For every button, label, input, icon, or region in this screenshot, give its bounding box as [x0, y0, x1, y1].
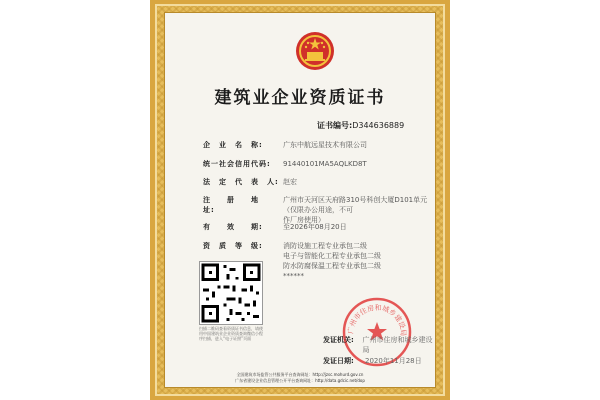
- footer-note: [150, 372, 450, 384]
- issuing-authority: [323, 335, 435, 355]
- seal-text: 广州市住房和城乡建设局: [346, 303, 408, 337]
- qualification-line-2: 电子与智能化工程专业承包二级: [283, 252, 381, 260]
- issue-date-value: 2020年11月28日: [365, 357, 422, 365]
- footer-line-2: 广东省建设企业信息管理公开平台查询网址：http://data.gdcic.net/dop: [235, 378, 365, 383]
- issuer-value: 广州市住房和城乡建设局: [362, 336, 433, 354]
- certificate-number-value: D344636889: [352, 121, 405, 130]
- field-legal-rep: [203, 177, 433, 187]
- field-label: 注 册 地 址:: [203, 196, 275, 214]
- validity-value: 至2026年08月20日: [283, 223, 347, 231]
- footer-line-1: 全国建筑市场监管公共服务平台查询网址：http://jzsc.mohurd.gov.cn: [236, 372, 364, 377]
- field-credit-code: [203, 159, 433, 169]
- field-value: [283, 222, 433, 232]
- company-name-value: 广东中航远星技术有限公司: [283, 141, 367, 149]
- qr-code-icon[interactable]: [199, 261, 263, 325]
- certificate-title: 建筑业企业资质证书: [214, 88, 386, 108]
- qualification-line-4: ******: [283, 272, 304, 280]
- qualification-line-3: 防水防腐保温工程专业承包二级: [283, 262, 381, 270]
- field-company-name: [203, 140, 433, 150]
- certificate: [150, 0, 450, 400]
- field-value: [283, 159, 433, 169]
- field-value: [283, 177, 433, 187]
- national-emblem-icon: [295, 31, 335, 71]
- field-validity: [203, 222, 433, 232]
- field-label: 企 业 名 称:: [203, 141, 263, 149]
- field-value: [283, 241, 433, 281]
- qr-caption: 扫描二维码查看资质证书信息，请使用中国建筑业企业资质查询微信小程序扫描，进入“电子证照”页面: [199, 326, 263, 341]
- issue-date-label: 发证日期:: [323, 357, 354, 365]
- address-line-1: 广州市天河区天府路310号科创大厦D101单元（仅限办公用途，不可: [283, 196, 428, 214]
- legal-rep-value: 赵宏: [283, 178, 297, 186]
- certificate-number: [317, 120, 404, 131]
- field-address: [203, 195, 433, 225]
- field-label: 资 质 等 级:: [203, 242, 263, 250]
- field-value: [283, 195, 433, 225]
- issue-date: [323, 356, 422, 366]
- certificate-paper: [164, 12, 436, 388]
- certificate-number-label: 证书编号:: [317, 121, 353, 130]
- field-label: 统一社会信用代码:: [203, 160, 271, 168]
- field-label: 法 定 代 表 人:: [203, 178, 279, 186]
- address-line-2: 作厂房使用）: [283, 216, 325, 224]
- qualification-line-1: 消防设施工程专业承包二级: [283, 242, 367, 250]
- issuer-label: 发证机关:: [323, 336, 354, 344]
- credit-code-value: 91440101MA5AQLKD8T: [283, 160, 367, 168]
- field-value: [283, 140, 433, 150]
- field-label: 有 效 期:: [203, 223, 263, 231]
